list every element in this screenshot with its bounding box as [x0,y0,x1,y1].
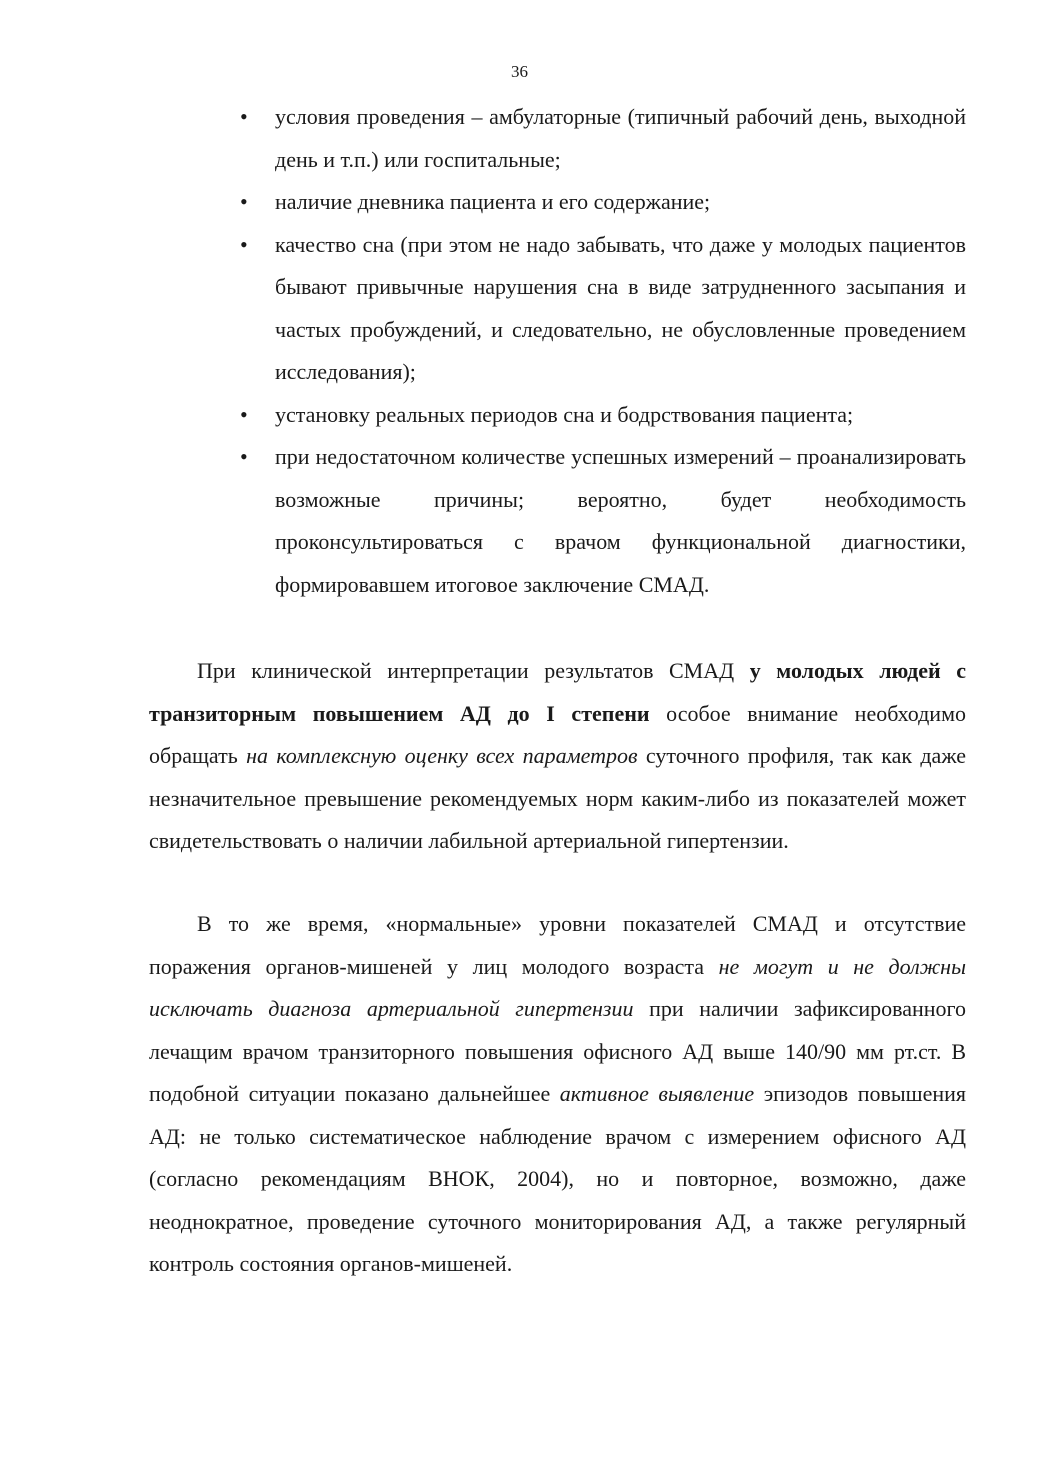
bullet-item-diary [238,181,966,224]
bullet-text: условия проведения – амбулаторные (типичный рабочий день, выходной день и т.п.) или госпитальные; [275,104,966,172]
paragraph-text: эпизодов повышения АД: не только систематическое наблюдение врачом с измерением офисного АД (согласно рекомендациям ВНОК, 2004), но и повторное, возможно, даже неоднократное, проведение суточного мониторирования АД, а также регулярный контроль состояния органов-мишеней. [149,1081,967,1276]
bullet-item-sleep-periods [238,394,966,437]
emphasis-bold: у молодых людей с транзиторным повышением АД до I степени [149,658,966,726]
emphasis-italic: не могут и не должны исключать диагноза артериальной гипертензии [149,953,966,1021]
bullet-item-conditions [238,96,966,181]
bullet-list [238,96,966,606]
paragraph-clinical-interpretation [149,650,966,863]
bullet-text: качество сна (при этом не надо забывать, что даже у молодых пациентов бывают привычные нарушения сна в виде затрудненного засыпания и частых пробуждений, и следовательно, не обусловленные проведением исследования); [275,231,966,384]
bullet-icon: • [240,189,248,214]
emphasis-italic: активное выявление [559,1081,755,1106]
bullet-icon: • [240,401,248,427]
paragraph-normal-levels [149,903,966,1286]
bullet-item-sleep-quality [238,224,966,394]
bullet-text: установку реальных периодов сна и бодрствования пациента; [275,401,854,427]
page-number: 36 [511,62,528,81]
paragraph-text: В то же время, «нормальные» уровни показателей СМАД и отсутствие поражения органов-мишеней у лиц молодого возраста [149,911,966,979]
paragraph-text: суточного профиля, так как даже незначительное превышение рекомендуемых норм каким-либо из показателей может свидетельствовать о наличии лабильной артериальной гипертензии. [149,743,966,853]
bullet-item-measurements [238,436,966,606]
bullet-icon: • [240,231,248,257]
paragraph-text: При клинической интерпретации результатов СМАД [197,658,750,683]
bullet-icon: • [240,104,248,129]
emphasis-italic: на комплексную оценку всех параметров [246,743,638,768]
bullet-icon: • [240,444,248,469]
bullet-text: при недостаточном количестве успешных измерений – проанализировать возможные причины; вероятно, будет необходимость проконсультироваться с врачом функциональной диагностики, формировавшем итоговое заключение СМАД. [275,444,966,597]
bullet-text: наличие дневника пациента и его содержание; [275,189,711,214]
paragraph-text: при наличии зафиксированного лечащим врачом транзиторного повышения офисного АД выше 140/90 мм рт.ст. В подобной ситуации показано дальнейшее [149,996,966,1106]
paragraph-text: особое внимание необходимо обращать [149,700,966,768]
